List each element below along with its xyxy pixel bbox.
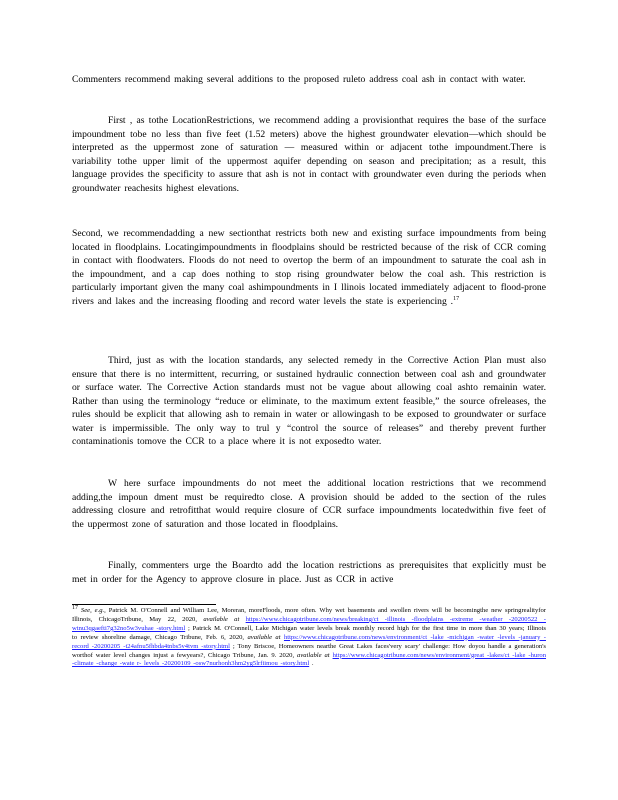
footnote-text-4: . [309, 660, 314, 668]
paragraph-intro: Commenters recommend making several additions to the proposed ruleto address coal ash in contact with water. [72, 74, 526, 85]
footnote-eg: , e.g., [90, 607, 106, 614]
footnote-reference-17[interactable]: 17 [453, 295, 460, 302]
footnote-text-2: ; Patrick M. O'Connell, Lake Michigan water levels break monthly record high for the first time in more than 30 years; Illinois to review shoreline damage, Chicago Tribune, Feb. 6, 2020, [72, 624, 546, 641]
paragraph-floodplains [72, 227, 546, 308]
paragraph-floodplains-text: Second, we recommendadding a new sectionthat restricts both new and existing surface impoundments from being located in floodplains. Locatingimpoundments in floodplains should be restricted because of the risk of CCR coming in contact with floodwaters. Floods do not need to overtop the berm of an impoundment to saturate the coal ash in the impoundment, and a cap does nothing to stop rising groundwater below the coal ash. This restriction is particularly important given the many coal ashimpoundments in I llinois located immediately adjacent to flood-prone rivers and lakes and the increasing flooding and record water levels the state is experiencing . [72, 228, 546, 307]
paragraph-corrective-action: Third, just as with the location standards, any selected remedy in the Corrective Action Plan must also ensure that there is no intermittent, recurring, or sustained hydraulic connection between coal ash and groundwater or surface water. The Corrective Action standards must not be vague about allowing coal ashto remainin water. Rather than using the terminology “reduce or eliminate, to the maximum extent feasible,” the source ofreleases, the rules should be explicit that allowing ash to remain in water or allowingash to be exposed to groundwater or surface water is impermissible. The only way to trul y “control the source of releases” and thereby prevent further contaminationis tomove the CCR to a place where it is not exposedto water. [72, 355, 546, 447]
footnote-available-3: available at [297, 651, 330, 659]
footnote-text-1: Patrick M. O'Connell and William Lee, Moreran, moreFloods, more often. Why wet basements and swollen rivers will be becomingthe new springrealityfor Illinois, ChicagoTribune, May 22, 2020, [72, 607, 546, 623]
footnote-see: See [80, 607, 91, 614]
footnote-available-1: available at [203, 615, 240, 623]
footnote-separator [72, 604, 216, 605]
footnote-17 [72, 604, 546, 669]
paragraph-closure: W here surface impoundments do not meet the additional location restrictions that we recommend adding,the impoun dment must be requiredto close. A provision should be added to the section of the rules addressing closure and retrofitthat would require closure of CCR surface impoundments locatedwithin five feet of the uppermost zone of saturation and those located in floodplains. [72, 478, 546, 530]
paragraph-finally: Finally, commenters urge the Boardto add the location restrictions as prerequisites that explicitly must be met in order for the Agency to approve closure in place. Just as CCR in active [72, 560, 546, 585]
footnote-number: 17 [72, 604, 78, 611]
footnote-text-3: ; Tony Briscoe, Homeowners nearthe Great Lakes faces'very scary' challenge: How doyou handle a generation's worthof water level changes injust a fewyears?, Chicago Tribune, Jan. 9. 2020, [72, 642, 546, 659]
footnote-available-2: available at [247, 633, 281, 641]
footnote-link-2[interactable]: https://www.chicagotribune.com/news/environment/ct -lake -michigan -water -levels -january -record -20200205 -t24afnu5fhbda4tnbs5v4tvm -story.html [72, 633, 546, 650]
footnote-link-1[interactable]: https://www.chicagotribune.com/news/breaking/ct -illinois -floodplains -extreme -weather -20200522 -wtnu3qgaefti7g32no5w3vuhae -story.html [72, 615, 546, 632]
paragraph-location-restrictions: First , as tothe LocationRestrictions, we recommend adding a provisionthat requires the base of the surface impoundment tobe no less than five feet (1.52 meters) above the highest groundwater elevation—which should be interpreted as the uppermost zone of saturation — measured within or adjacent tothe impoundment.There is variability tothe upper limit of the uppermost aquifer depending on season and precipitation; as a result, this language provides the specificity to assure that ash is not in contact with groundwater even during the periods when groundwater reachesits highest elevations. [72, 115, 546, 194]
footnote-link-3[interactable]: https://www.chicagotribune.com/news/environment/great -lakes/ct -lake -huron -climate -change -wate r- levels -20200109 -osw7nurhonh3hm2yg5lrfiimou -story.html [72, 651, 546, 668]
